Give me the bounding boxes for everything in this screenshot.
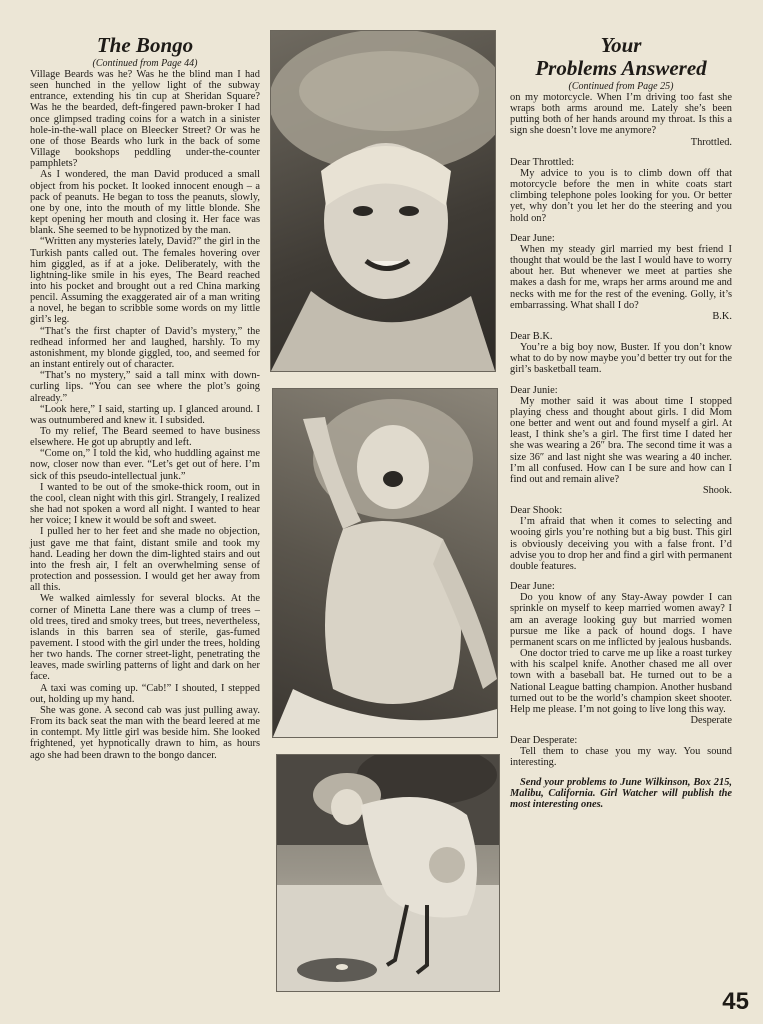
letter-salutation: Dear Shook: — [510, 505, 563, 517]
bongo-paragraph: I pulled her to her feet and she made no objection, just gave me that faint, distant smile and took my hand. Leading her down the dim-lighted stairs and out into the fresh air, I felt an overwhelming sense of protection and possession. I would get her away from all this. — [30, 526, 260, 594]
bongo-paragraph: Village Beards was he? Was he the blind man I had seen hunched in the yellow light of the subway entrance, extending his tin cup at Sheridan Square? Was he the bearded, deft-fingered pawn-broker I had once glimpsed trading coins for a watch in a sinister hole-in-the-wall place on Bleecker Street? Or was he one of those Beards who lurk in the back of some Village bookshops peddling under-the-counter pamphlets? — [30, 69, 260, 170]
letter-signature: Throttled. — [690, 136, 732, 148]
bongo-paragraph: “Come on,” I told the kid, who huddling against me now, closer now than ever. “Let’s get out of here. I’m sick of this pseudo-intellectual junk.” — [30, 448, 260, 482]
bongo-paragraph: A taxi was coming up. “Cab!” I shouted, I stepped out, holding up my hand. — [30, 682, 260, 705]
advice-title-line2: Problems Answered — [535, 56, 707, 80]
bongo-paragraph: She was gone. A second cab was just pulling away. From its back seat the man with the beard leered at me in contempt. My little girl was beside him. She looked frightened, yet hypnotically drawn to him, as hours ago she had been drawn to the bongo dancer. — [30, 704, 260, 761]
advice-body — [510, 92, 732, 810]
intro-letter: on my motorcycle. When I’m driving too fast she wraps both arms around me. Lately she’s been putting both of her hands around my throat. Is this a sign she doesn’t love me anymore? — [510, 92, 732, 137]
letter-text: I’m afraid that when it comes to selecting and wooing girls you’re nothing but a big bust. This girl is obviously deceiving you with a false front. I’d advise you to drop her and find a girl with permanent double features. — [510, 516, 732, 572]
bongo-paragraph: I wanted to be out of the smoke-thick room, out in the cool, clean night with this girl. Strangely, I realized she had not spoken a word all night. I wanted to hear her voice; I knew it would be soft and sweet. — [30, 481, 260, 527]
advice-column — [510, 34, 732, 810]
photo-full-body-street — [276, 754, 500, 992]
letter-salutation: Dear B.K. — [510, 330, 553, 342]
bongo-continued-note: (Continued from Page 44) — [92, 58, 198, 69]
bongo-paragraph: “Look here,” I said, starting up. I glanced around. I was outnumbered and knew it. I subsided. — [30, 403, 260, 426]
page-number: 45 — [722, 988, 749, 1015]
street-illustration — [277, 755, 499, 991]
submission-note: Send your problems to June Wilkinson, Box 215, Malibu, California. Girl Watcher will publish the most interesting ones. — [510, 776, 732, 810]
photo-laughing-dress — [272, 388, 498, 738]
letter-salutation: Dear Desperate: — [510, 735, 578, 747]
letter-text: One doctor tried to carve me up like a roast turkey with his scalpel knife. Another chased me all over town with a baseball bat. He turned out to be a National League batting champion. Another husband turned out to be the world’s champion skeet shooter. Help me please. I’m not going to live long this way. — [510, 648, 732, 715]
letter-text: My advice to you is to climb down off that motorcycle before the men in white coats start climbing telephone poles looking for you. Or better yet, why don’t you let her do the steering and you hold on? — [510, 167, 732, 224]
bongo-paragraph: “Written any mysteries lately, David?” the girl in the Turkish pants called out. The females hovering over him giggled, as if at a joke. Deliberately, with the lightning-like smile in his eyes, The Beard reached into his pocket and brought out a red China marking pencil. Assuming the exaggerated air of a man writing a novel, he began to scribble some words on my little girl’s leg. — [30, 236, 260, 326]
letter-text: Tell them to chase you my way. You sound interesting. — [510, 746, 732, 769]
letter-signature: Shook. — [702, 485, 732, 496]
portrait-illustration — [271, 31, 495, 371]
letter-signature: B.K. — [712, 310, 732, 322]
laughing-illustration — [273, 389, 497, 737]
letter-text: Do you know of any Stay-Away powder I can sprinkle on myself to keep married women away? I am an average looking guy but married women pursue me like a pack of hound dogs. I have permanent scars on me inflicted by jealous husbands. — [510, 592, 732, 648]
letter-salutation: Dear Junie: — [510, 384, 558, 396]
letter-salutation: Dear June: — [510, 232, 555, 244]
bongo-article — [30, 34, 260, 761]
bongo-paragraph: “That’s no mystery,” said a tall minx with down-curling lips. “You can see where the plot’s going already.” — [30, 370, 260, 404]
letter-text: My mother said it was about time I stopped playing chess and thought about girls. I did Mom one better and went out and found myself a girl. At least, I think she’s a girl. The first time I dated her she was wearing a 26″ bra. The second time it was a size 36″ and last night she was wearing a 40 incher. I’m all confused. How can I be sure and how can I find out and remain alive? — [510, 395, 732, 485]
bongo-paragraph: To my relief, The Beard seemed to have business elsewhere. He got up abruptly and left. — [30, 426, 260, 449]
letter-text: You’re a big boy now, Buster. If you don’t know what to do by now maybe you’d better try out for the girl’s basketball team. — [510, 342, 732, 376]
letter-signature: Desperate — [690, 714, 732, 726]
letter-text: When my steady girl married my best friend I thought that would be the last I would have to worry about her. But whenever we meet at parties she makes a dash for me, wraps her arms around me and necks with me for the rest of the evening. Golly, it’s embarrassing. What shall I do? — [510, 243, 732, 311]
letter-salutation: Dear Throttled: — [510, 156, 575, 168]
photo-portrait-straw-hat — [270, 30, 496, 372]
bongo-paragraph: We walked aimlessly for several blocks. At the corner of Minetta Lane there was a clump of trees – old trees, tired and smoky trees, but trees, nevertheless, islands in this barren sea of sterile, gas-fumed pavement. I stood with the girl under the trees, holding her two hands. The corner street-light, penetrating the leaves, made swirling patterns of light and dark on her face. — [30, 593, 260, 683]
bongo-body — [30, 69, 260, 761]
bongo-paragraph: “That’s the first chapter of David’s mystery,” the redhead informed her and laughed, harshly. To my astonishment, my blonde giggled, too, and seemed for an instant entirely out of character. — [30, 325, 260, 371]
advice-title-line1: Your — [600, 33, 642, 57]
bongo-title: The Bongo — [96, 33, 194, 57]
advice-continued-note: (Continued from Page 25) — [568, 81, 674, 92]
bongo-paragraph: As I wondered, the man David produced a small object from his pocket. It looked innocent enough – a pack of peanuts. He began to toss the peanuts, slowly, one by one, into the mouth of my little blonde. She kept opening her mouth and closing it. Her face was blank. She seemed to be hypnotized by the man. — [30, 169, 260, 237]
letter-salutation: Dear June: — [510, 581, 555, 593]
